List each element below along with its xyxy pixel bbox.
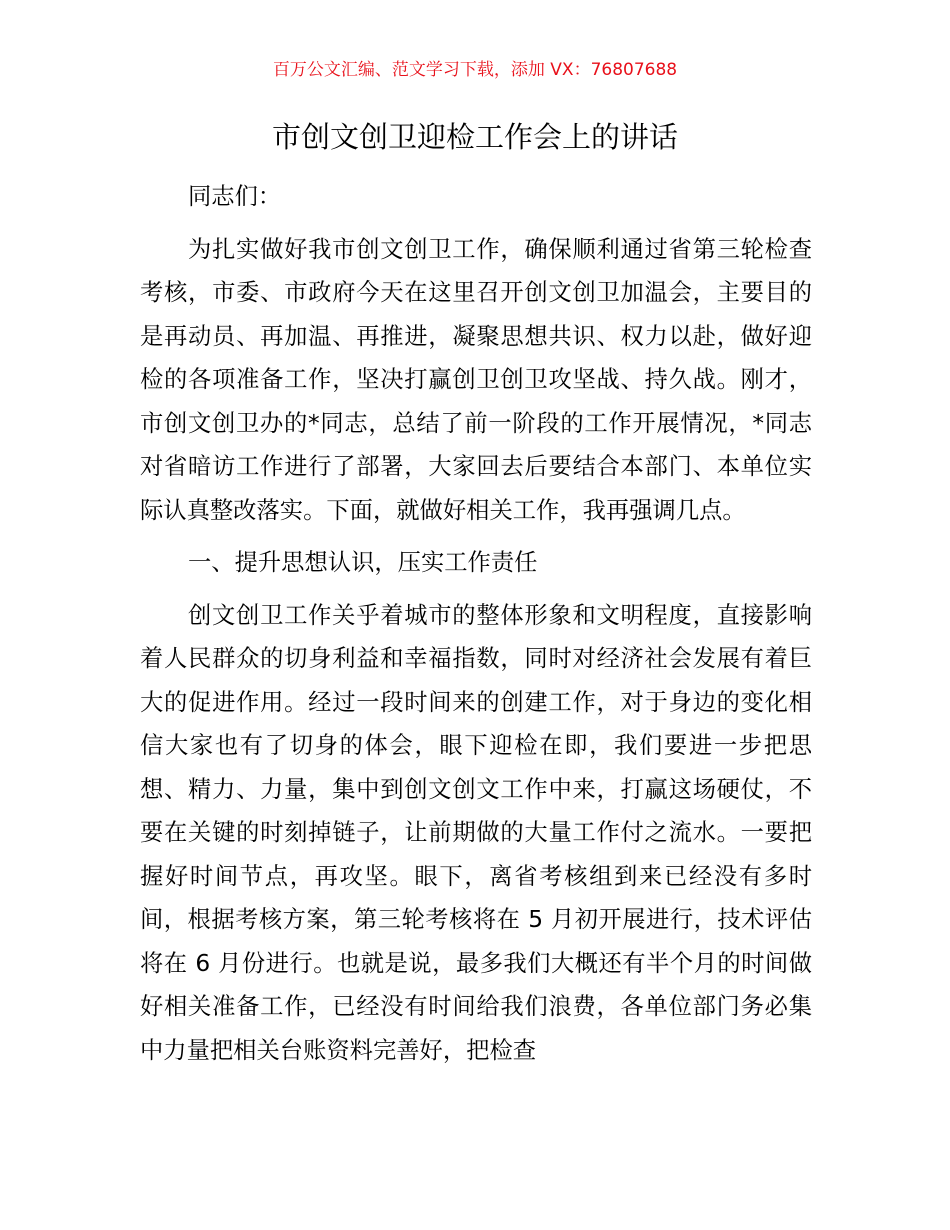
greeting: 同志们： <box>188 183 282 210</box>
header-banner: 百万公文汇编、范文学习下载，添加 VX：76807688 <box>272 60 678 80</box>
document-title: 市创文创卫迎检工作会上的讲话 <box>271 120 678 154</box>
paragraph-section-1: 创文创卫工作关乎着城市的整体形象和文明程度，直接影响着人民群众的切身利益和幸福指数，同时对经济社会发展有着巨大的促进作用。经过一段时间来的创建工作，对于身边的变化相信大家也有了切身的体会，眼下迎检在即，我们要进一步把思想、精力、力量，集中到创文创文工作中来，打赢这场硬仗，不要在关键的时刻掉链子，让前期做的大量工作付之流水。一要把握好时间节点，再攻坚。眼下，离省考核组到来已经没有多时间，根据考核方案，第三轮考核将在 5 月初开展进行，技术评估将在 6 月份进行。也就是说，最多我们大概还有半个月的时间做好相关准备工作，已经没有时间给我们浪费，各单位部门务必集中力量把相关台账资料完善好，把检查 <box>140 601 812 1064</box>
section-heading-1: 一、提升思想认识，压实工作责任 <box>188 549 538 576</box>
paragraph-intro: 为扎实做好我市创文创卫工作，确保顺利通过省第三轮检查考核，市委、市政府今天在这里召开创文创卫加温会，主要目的是再动员、再加温、再推进，凝聚思想共识、权力以赴，做好迎检的各项准备工作，坚决打赢创卫创卫攻坚战、持久战。刚才，市创文创卫办的*同志，总结了前一阶段的工作开展情况，*同志对省暗访工作进行了部署，大家回去后要结合本部门、本单位实际认真整改落实。下面，就做好相关工作，我再强调几点。 <box>140 235 812 524</box>
document-body <box>140 175 812 1081</box>
